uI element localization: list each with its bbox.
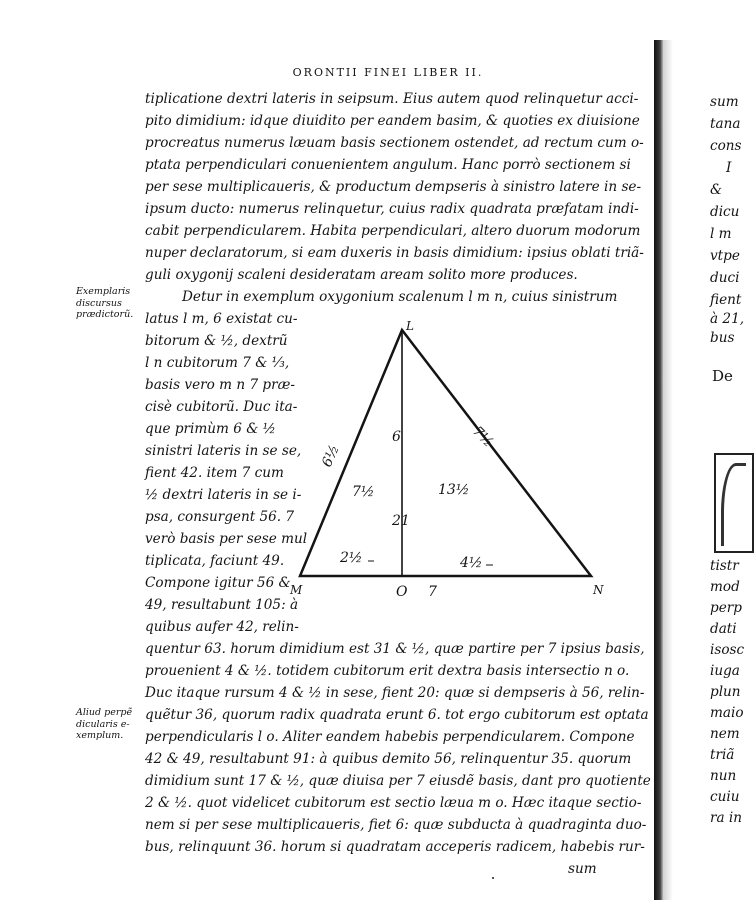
text-line: Compone igitur 56 & (145, 575, 291, 591)
text-line: Duc itaque rursum 4 & ½ in sese, fient 20: quæ si dempseris à 56, relin- (145, 685, 645, 701)
text-line: latus l m, 6 existat cu- (145, 311, 298, 327)
text-line: sum (568, 861, 597, 877)
side-label-right: 7½ (469, 423, 497, 451)
text-line: basis vero m n 7 præ- (145, 377, 295, 393)
right-page-line: nem (710, 726, 740, 742)
right-page-line: mod (710, 579, 740, 595)
text-line: ipsum ducto: numerus relinquetur, cuius radix quadrata præfatam indi- (145, 201, 639, 217)
text-line: Detur in exemplum oxygonium scalenum l m n, cuius sinistrum (182, 289, 618, 305)
text-line: 42 & 49, resultabunt 91: à quibus demito 56, relinquentur 35. quorum (145, 751, 632, 767)
text-line: nem si per sese multiplicaueris, fiet 6: quæ subducta à quadraginta duo- (145, 817, 647, 833)
right-page-line: & (710, 182, 723, 198)
margin-note-line: Aliud perpẽ (76, 707, 133, 718)
margin-note-line: Exemplaris (76, 286, 131, 297)
right-page-line: ra in (710, 810, 743, 826)
right-page-line: cons (710, 138, 742, 154)
text-line: guli oxygonij scaleni desideratam aream solito more produces. (145, 267, 578, 283)
right-page-line: triã (710, 747, 735, 763)
text-line: que primùm 6 & ½ (145, 421, 276, 437)
text-line: per sese multiplicaueris, & productum dempseris à sinistro latere in se- (145, 179, 642, 195)
right-page-line: cuiu (710, 789, 740, 805)
right-page-line: sum (710, 94, 739, 110)
margin-note-line: discursus (76, 297, 122, 309)
text-line: fient 42. item 7 cum (145, 465, 284, 481)
text-line: quentur 63. horum dimidium est 31 & ½, quæ partire per 7 ipsius basis, (145, 641, 645, 657)
text-line: cisè cubitorũ. Duc ita- (145, 399, 298, 415)
text-line: ptata perpendiculari conuenientem angulum. Hanc porrò sectionem si (145, 157, 631, 173)
text-line: 49, resultabunt 105: à (145, 597, 299, 613)
decorated-initial (714, 453, 754, 553)
text-line: tiplicatione dextri lateris in seipsum. Eius autem quod relinquetur acci- (145, 91, 639, 107)
text-line: quibus aufer 42, relin- (145, 619, 299, 635)
right-page-line: nun (710, 768, 737, 784)
margin-note-line: xemplum. (76, 730, 124, 741)
margin-note-line: dicularis e- (76, 718, 130, 730)
right-page-line: maio (710, 705, 744, 721)
area-label-left: 7½ (352, 484, 375, 500)
triangle-lmn (300, 330, 591, 576)
right-page-line: à 21, (710, 311, 745, 327)
vertex-label-m: M (290, 583, 303, 597)
right-page-line: vtpe (710, 248, 740, 264)
segment-label-left: 2½ (340, 550, 363, 566)
right-page-line: isosc (710, 642, 745, 658)
text-line: verò basis per sese mul (145, 531, 308, 547)
right-page-line: bus (710, 330, 735, 346)
right-page-line: duci (710, 270, 740, 286)
side-label-left: 6½ (319, 442, 343, 470)
right-page-line: fient (710, 292, 742, 308)
text-line: 2 & ½. quot videlicet cubitorum est sectio læua m o. Hæc itaque sectio- (145, 795, 642, 811)
text-line: sinistri lateris in se se, (145, 443, 302, 459)
text-line: prouenient 4 & ½. totidem cubitorum erit dextra basis intersectio n o. (145, 663, 630, 679)
right-page-line: iuga (710, 663, 740, 679)
right-page-line: tana (710, 116, 741, 132)
text-line: quẽtur 36, quorum radix quadrata erunt 6. tot ergo cubitorum est optata (145, 707, 649, 723)
area-label-center: 21 (392, 513, 410, 529)
vertex-label-l: L (406, 319, 414, 333)
right-page-heading: De (712, 367, 733, 385)
text-line: procreatus numerus læuam basis sectionem ostendet, ad rectum cum o- (145, 135, 644, 151)
text-line: bitorum & ½, dextrũ (145, 333, 288, 349)
text-line: perpendicularis l o. Aliter eandem habebis perpendicularem. Compone (145, 729, 635, 745)
right-page-line: plun (710, 684, 741, 700)
text-line: l n cubitorum 7 & ⅓, (145, 355, 290, 371)
ink-speck (492, 877, 494, 879)
vertex-label-o: O (396, 584, 408, 600)
text-line: pito dimidium: idque diuidito per eandem basim, & quoties ex diuisione (145, 113, 640, 129)
text-line: dimidium sunt 17 & ½, quæ diuisa per 7 eiusdẽ basis, dant pro quotiente (145, 773, 651, 789)
vertex-label-n: N (593, 583, 604, 597)
right-page-line: I (726, 160, 732, 176)
base-label: 7 (428, 584, 437, 600)
text-line: bus, relinquunt 36. horum si quadratam acceperis radicem, habebis rur- (145, 839, 645, 855)
text-line: nuper declaratorum, si eam duxeris in basis dimidium: ipsius oblati triã- (145, 245, 644, 261)
right-page-line: perp (710, 600, 742, 616)
text-line: ½ dextri lateris in se i- (145, 487, 302, 503)
segment-label-right: 4½ (460, 555, 483, 571)
right-page-line: dicu (710, 204, 740, 220)
altitude-label: 6 (392, 429, 401, 445)
running-header: ORONTII FINEI LIBER II. (292, 66, 484, 79)
text-line: tiplicata, faciunt 49. (145, 553, 285, 569)
margin-note-line: prædictorũ. (76, 309, 134, 320)
text-line: psa, consurgent 56. 7 (145, 509, 295, 525)
area-label-right: 13½ (438, 482, 470, 498)
text-line: cabit perpendicularem. Habita perpendiculari, altero duorum modorum (145, 223, 641, 239)
right-page-line: dati (710, 621, 737, 637)
right-page-line: tistr (710, 558, 739, 574)
right-page-line: l m (710, 226, 732, 242)
